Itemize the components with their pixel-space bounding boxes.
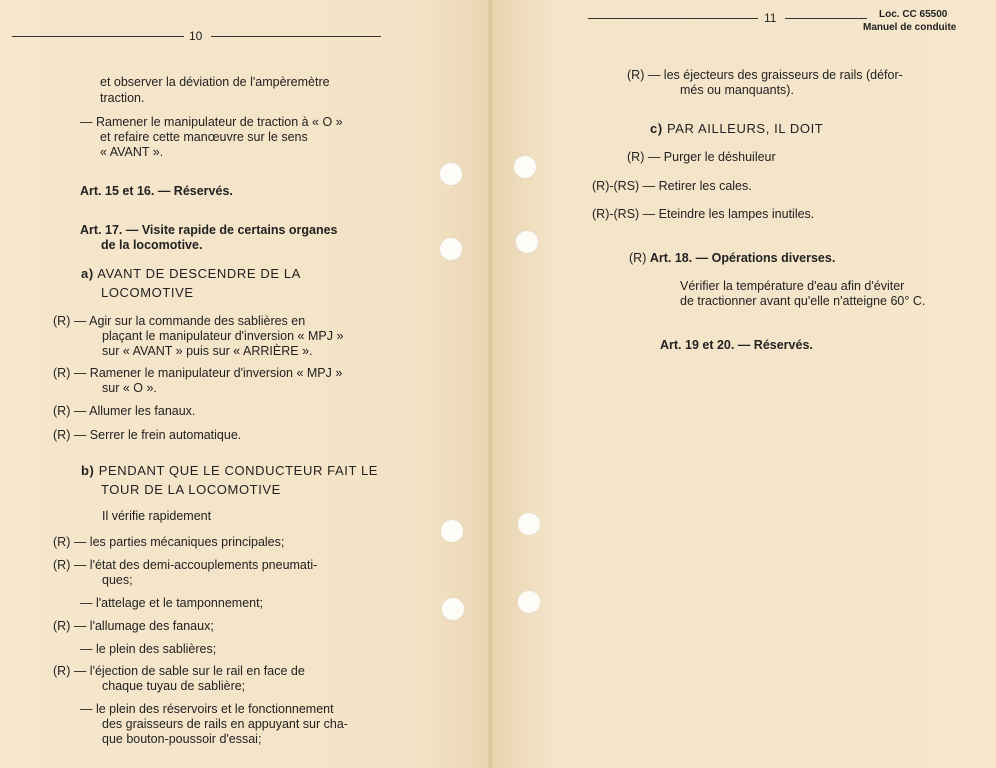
header-rule-right xyxy=(211,36,381,37)
section-a-1: a) AVANT DE DESCENDRE DE LA xyxy=(81,266,301,281)
section-b-1: b) PENDANT QUE LE CONDUCTEUR FAIT LE xyxy=(81,463,379,478)
line-verifier-1: Vérifier la température d'eau afin d'éviter xyxy=(680,279,905,293)
line-retirer-cales: (R)-(RS) — Retirer les cales. xyxy=(592,179,752,193)
line-reservoirs-1: — le plein des réservoirs et le fonctionnement xyxy=(80,702,334,716)
line-ramener-mpj-1: (R) — Ramener le manipulateur d'inversion « MPJ » xyxy=(53,366,343,380)
line-ejecteurs-1: (R) — les éjecteurs des graisseurs de rails (défor- xyxy=(627,68,903,82)
line-allumer-fanaux: (R) — Allumer les fanaux. xyxy=(53,404,196,418)
line-plein-sablieres: — le plein des sablières; xyxy=(80,642,217,656)
header-rule-left xyxy=(588,18,758,19)
heading-art-15-16: Art. 15 et 16. — Réservés. xyxy=(80,184,233,198)
header-rule-right xyxy=(785,18,867,19)
binder-hole xyxy=(440,163,462,185)
line-ramener-3: « AVANT ». xyxy=(100,145,164,159)
section-b-2: TOUR DE LA LOCOMOTIVE xyxy=(101,482,281,497)
binder-hole xyxy=(516,231,538,253)
section-a-2: LOCOMOTIVE xyxy=(101,285,194,300)
line-serrer-frein: (R) — Serrer le frein automatique. xyxy=(53,428,242,442)
line-ramener-2: et refaire cette manœuvre sur le sens xyxy=(100,130,308,144)
line-attelage: — l'attelage et le tamponnement; xyxy=(80,596,264,610)
heading-art-17-2: de la locomotive. xyxy=(101,238,203,252)
line-parties-mecaniques: (R) — les parties mécaniques principales; xyxy=(53,535,285,549)
line-deviation-2: traction. xyxy=(100,91,145,105)
header-loc: Loc. CC 65500 xyxy=(879,9,948,20)
line-verifier-2: de tractionner avant qu'elle n'atteigne 60° C. xyxy=(680,294,926,308)
binder-hole xyxy=(441,520,463,542)
line-ejection-2: chaque tuyau de sablière; xyxy=(102,679,246,693)
line-deviation-1: et observer la déviation de l'ampèremètre xyxy=(100,75,330,89)
line-ejecteurs-2: més ou manquants). xyxy=(680,83,794,97)
left-page xyxy=(0,0,492,768)
line-il-verifie: Il vérifie rapidement xyxy=(102,509,212,523)
binder-hole xyxy=(518,591,540,613)
heading-art-19-20: Art. 19 et 20. — Réservés. xyxy=(660,338,813,352)
line-etat-2: ques; xyxy=(102,573,133,587)
right-page xyxy=(492,0,996,768)
line-agir-2: plaçant le manipulateur d'inversion « MPJ » xyxy=(102,329,344,343)
line-purger: (R) — Purger le déshuileur xyxy=(627,150,776,164)
binder-hole xyxy=(442,598,464,620)
line-eteindre-lampes: (R)-(RS) — Eteindre les lampes inutiles. xyxy=(592,207,815,221)
binder-hole xyxy=(514,156,536,178)
header-rule-left xyxy=(12,36,184,37)
binder-hole xyxy=(440,238,462,260)
line-agir-1: (R) — Agir sur la commande des sablières en xyxy=(53,314,306,328)
right-page-number: 11 xyxy=(764,11,777,25)
line-ramener-mpj-2: sur « O ». xyxy=(102,381,157,395)
binder-hole xyxy=(518,513,540,535)
line-etat-1: (R) — l'état des demi-accouplements pneumati- xyxy=(53,558,318,572)
line-ejection-1: (R) — l'éjection de sable sur le rail en face de xyxy=(53,664,305,678)
heading-art-17-1: Art. 17. — Visite rapide de certains organes xyxy=(80,223,338,237)
line-ramener-1: — Ramener le manipulateur de traction à « O » xyxy=(80,115,343,129)
section-c: c) PAR AILLEURS, IL DOIT xyxy=(650,121,824,136)
heading-art-18: (R) Art. 18. — Opérations diverses. xyxy=(629,251,836,265)
line-reservoirs-3: que bouton-poussoir d'essai; xyxy=(102,732,262,746)
header-manual: Manuel de conduite xyxy=(863,22,957,33)
line-allumage: (R) — l'allumage des fanaux; xyxy=(53,619,214,633)
line-agir-3: sur « AVANT » puis sur « ARRIÈRE ». xyxy=(102,344,313,358)
line-reservoirs-2: des graisseurs de rails en appuyant sur cha- xyxy=(102,717,348,731)
left-page-number: 10 xyxy=(189,29,203,43)
